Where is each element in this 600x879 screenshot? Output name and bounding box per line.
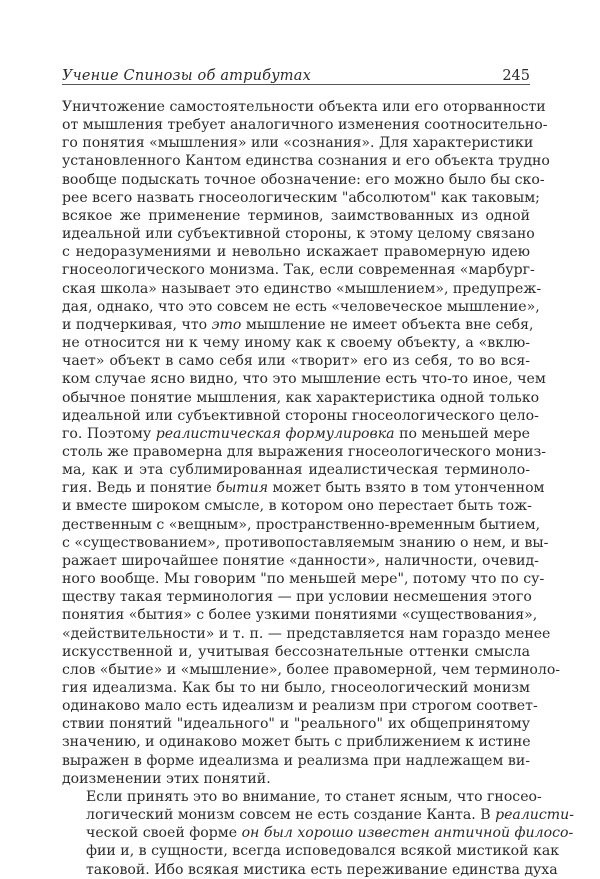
text-run: Уничтожение самостоятельности объекта или его оторванности	[62, 99, 546, 115]
text-run: идеальной или субъективной стороны, к этому целому связано	[62, 226, 535, 243]
text-run: мышление не имеет объекта вне себя,	[241, 316, 534, 333]
text-run: столь же правомерна для выражения гносеологического мониз-	[62, 443, 547, 460]
text-run: вообще подыскать точное обозначение: его можно было бы ско-	[62, 171, 545, 188]
text-run: всякое же применение терминов, заимствованных из одной	[62, 207, 530, 224]
text-line	[62, 116, 548, 134]
text-line	[62, 788, 542, 806]
text-run: «действительности» и т. п. — представляется нам гораздо менее	[62, 625, 551, 642]
running-header	[62, 64, 530, 85]
text-run: ражает широчайшее понятие «данности», наличности, очевид-	[62, 552, 539, 569]
text-run: ская школа» называет это единство «мышлением», предупреж-	[62, 280, 542, 297]
text-line	[62, 243, 530, 261]
text-line	[62, 570, 545, 588]
text-run: ма, как и эта сублимированная идеалистическая терминоло-	[62, 462, 530, 479]
text-run: искусственной и, учитывая бессознательные оттенки смысла	[62, 643, 530, 660]
text-line	[62, 606, 538, 624]
text-line	[62, 225, 535, 243]
text-run: понятия «бытия» с более узкими понятиями «существования»,	[62, 607, 538, 624]
text-run: ществу такая терминология — при условии несмешения этого	[62, 589, 532, 606]
text-line	[62, 334, 530, 352]
text-run: значению, и одинаково может быть с приближением к истине	[62, 734, 531, 751]
text-run: го понятия «мышления» или «сознания». Для характеристики	[62, 135, 534, 152]
text-line	[62, 261, 535, 279]
text-run: таковой. Ибо всякая мистика есть переживание единства духа	[86, 861, 558, 878]
text-line	[62, 280, 542, 298]
text-line	[62, 479, 545, 497]
text-run: дественным с «вещным», пространственно-временным бытием,	[62, 516, 541, 533]
text-run: не относится ни к чему иному как к своему объекту, а «вклю-	[62, 335, 530, 352]
text-line	[62, 98, 546, 116]
italic-text: реалистическая формулировка	[155, 425, 395, 442]
text-run: слов «бытие» и «мышление», более правомерной, чем терминоло-	[62, 661, 561, 678]
text-run: ствии понятий "идеального" и "реального" их общепринятому	[62, 716, 530, 733]
text-run: фии и, в сущности, всегда исповедовался всякой мистикой как	[86, 843, 560, 860]
text-run: Если принять это во внимание, то станет ясным, что гносео-	[86, 788, 542, 805]
paragraph	[62, 98, 561, 788]
text-run: рее всего назвать гносеологическим "абсолютом" как таковым;	[62, 189, 540, 206]
text-run: доизменении этих понятий.	[62, 770, 271, 787]
text-line	[62, 189, 540, 207]
text-line	[62, 370, 546, 388]
text-run: с «существованием», противопоставляемым знанию о нем, и вы-	[62, 534, 549, 551]
text-run: и вместе широком смысле, в котором оно перестает быть тож-	[62, 498, 532, 515]
text-line	[62, 661, 561, 679]
text-line	[62, 207, 530, 225]
running-title: Учение Спинозы об атрибутах	[62, 68, 311, 84]
italic-text: бытия	[216, 480, 269, 497]
text-line	[62, 316, 534, 334]
text-line	[62, 389, 540, 407]
text-run: выражен в форме идеализма и реализма при надлежащем ви-	[62, 752, 530, 769]
text-run: гия. Ведь и понятие	[62, 480, 217, 497]
text-line	[62, 588, 530, 606]
page-number: 245	[502, 68, 530, 84]
text-line	[62, 171, 545, 189]
text-line	[62, 842, 560, 860]
text-line	[62, 461, 530, 479]
text-line	[62, 443, 547, 461]
text-run: одинаково мало есть идеализм и реализм при строгом соответ-	[62, 698, 538, 715]
text-line	[62, 752, 530, 770]
text-line	[62, 516, 541, 534]
text-run: обычное понятие мышления, как характеристика одной только	[62, 389, 540, 406]
text-run: чает» объект в само себя или «творит» его из себя, то во вся-	[62, 353, 530, 370]
text-line	[62, 425, 530, 443]
text-line	[62, 679, 530, 697]
text-run: гносеологического монизма. Так, если современная «марбург-	[62, 262, 535, 279]
text-run: дая, однако, что это совсем не есть «человеческое мышление»,	[62, 298, 540, 315]
text-line	[62, 625, 551, 643]
text-line	[62, 534, 549, 552]
italic-text: он был хорошо известен античной филосо-	[237, 825, 574, 842]
text-line	[62, 298, 540, 316]
text-run: идеальной или субъективной стороны гносеологического цело-	[62, 407, 539, 424]
text-run: го. Поэтому	[62, 425, 156, 442]
text-line	[62, 134, 534, 152]
text-run: логический монизм совсем не есть создание Канта. В	[86, 807, 496, 824]
text-line	[62, 861, 558, 879]
italic-text: реалисти-	[495, 807, 574, 824]
text-line	[62, 733, 530, 751]
text-line	[62, 643, 530, 661]
text-line	[62, 697, 538, 715]
text-run: с недоразумениями и невольно искажает правомерную идею	[62, 244, 530, 261]
text-run: от мышления требует аналогичного изменения соотносительно-	[62, 117, 548, 134]
text-line	[62, 770, 530, 788]
text-line	[62, 407, 539, 425]
italic-text: это	[211, 316, 242, 333]
text-run: ного вообще. Мы говорим "по меньшей мере", потому что по су-	[62, 571, 545, 588]
text-line	[62, 824, 574, 842]
text-run: по меньшей мере	[394, 425, 530, 442]
text-run: может быть взято в том утонченном	[268, 480, 545, 497]
text-run: установленного Кантом единства сознания и его объекта трудно	[62, 153, 550, 170]
text-run: и подчеркивая, что	[62, 316, 212, 333]
text-line	[62, 806, 574, 824]
body-text	[62, 98, 574, 879]
text-run: гия идеализма. Как бы то ни было, гносеологический монизм	[62, 680, 530, 696]
text-run: ком случае ясно видно, что это мышление есть что-то иное, чем	[62, 371, 546, 388]
text-line	[62, 552, 539, 570]
text-line	[62, 352, 530, 370]
paragraph	[62, 788, 574, 879]
text-run: ческой своей форме	[86, 825, 238, 842]
text-line	[62, 497, 530, 515]
text-line	[62, 715, 530, 733]
text-line	[62, 152, 550, 170]
